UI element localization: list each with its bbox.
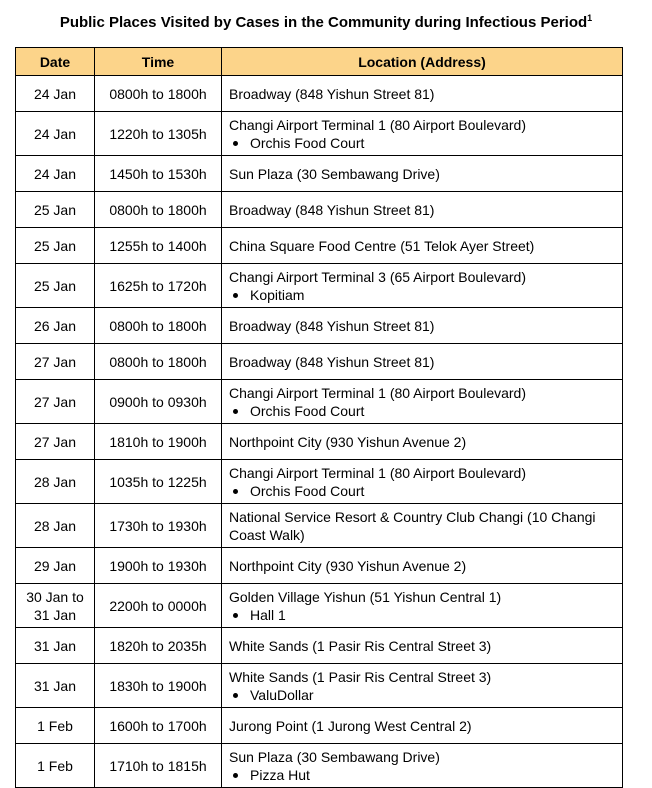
- cell-location: [222, 708, 623, 744]
- table-row: [16, 380, 623, 424]
- table-row: [16, 112, 623, 156]
- table-row: [16, 156, 623, 192]
- cell-time: 1035h to 1225h: [95, 460, 222, 504]
- cell-location: [222, 156, 623, 192]
- table-row: [16, 460, 623, 504]
- cell-time: 2200h to 0000h: [95, 584, 222, 628]
- cell-date: 28 Jan: [16, 504, 95, 548]
- page-title: [0, 8, 652, 33]
- cell-location: [222, 76, 623, 112]
- location-name: White Sands (1 Pasir Ris Central Street 3): [229, 637, 492, 654]
- location-name: China Square Food Centre (51 Telok Ayer Street): [229, 237, 535, 254]
- cell-location: [222, 504, 623, 548]
- cell-location: [222, 380, 623, 424]
- location-name: Jurong Point (1 Jurong West Central 2): [229, 717, 472, 734]
- table-row: [16, 548, 623, 584]
- table-row: [16, 504, 623, 548]
- location-name: National Service Resort & Country Club Changi (10 Changi Coast Walk): [229, 508, 596, 543]
- cell-date: 24 Jan: [16, 76, 95, 112]
- location-name: Northpoint City (930 Yishun Avenue 2): [229, 433, 467, 450]
- cell-date: 1 Feb: [16, 744, 95, 788]
- cell-location: [222, 112, 623, 156]
- cell-location: [222, 228, 623, 264]
- cell-time: 1830h to 1900h: [95, 664, 222, 708]
- location-name: Sun Plaza (30 Sembawang Drive): [229, 748, 440, 765]
- cell-time: 1900h to 1930h: [95, 548, 222, 584]
- table-row: [16, 76, 623, 112]
- table-row: [16, 264, 623, 308]
- table-row: [16, 344, 623, 380]
- location-name: White Sands (1 Pasir Ris Central Street 3): [229, 668, 492, 685]
- cell-time: 1600h to 1700h: [95, 708, 222, 744]
- title-text: Public Places Visited by Cases in the Community during Infectious Period: [59, 14, 588, 31]
- location-name: Golden Village Yishun (51 Yishun Central 1): [229, 588, 502, 605]
- cell-location: [222, 460, 623, 504]
- table-row: [16, 424, 623, 460]
- cell-time: 0900h to 0930h: [95, 380, 222, 424]
- cell-time: 0800h to 1800h: [95, 76, 222, 112]
- title-footnote: 1: [587, 13, 593, 23]
- table-row: [16, 628, 623, 664]
- cell-location: [222, 308, 623, 344]
- cell-location: [222, 424, 623, 460]
- cell-date: 27 Jan: [16, 344, 95, 380]
- location-name: Northpoint City (930 Yishun Avenue 2): [229, 557, 467, 574]
- table-row: [16, 744, 623, 788]
- cell-location: [222, 664, 623, 708]
- cell-date: 31 Jan: [16, 628, 95, 664]
- cell-location: [222, 628, 623, 664]
- location-sub-item: Orchis Food Court: [229, 402, 617, 420]
- cell-date: 25 Jan: [16, 228, 95, 264]
- cell-time: 1730h to 1930h: [95, 504, 222, 548]
- location-name: Changi Airport Terminal 1 (80 Airport Boulevard): [229, 464, 527, 481]
- cell-location: [222, 548, 623, 584]
- header-row: [16, 48, 623, 76]
- cell-time: 0800h to 1800h: [95, 344, 222, 380]
- cell-date: 28 Jan: [16, 460, 95, 504]
- cell-location: [222, 584, 623, 628]
- cell-time: 0800h to 1800h: [95, 308, 222, 344]
- table-row: [16, 664, 623, 708]
- cell-date: 24 Jan: [16, 112, 95, 156]
- cell-date: 25 Jan: [16, 264, 95, 308]
- cell-date: 31 Jan: [16, 664, 95, 708]
- cell-date: 24 Jan: [16, 156, 95, 192]
- header-time: Time: [95, 48, 222, 76]
- cell-date: 27 Jan: [16, 424, 95, 460]
- cell-time: 1820h to 2035h: [95, 628, 222, 664]
- cell-location: [222, 744, 623, 788]
- cell-time: 1810h to 1900h: [95, 424, 222, 460]
- table-row: [16, 584, 623, 628]
- location-name: Broadway (848 Yishun Street 81): [229, 353, 435, 370]
- cell-location: [222, 192, 623, 228]
- table-row: [16, 708, 623, 744]
- location-name: Broadway (848 Yishun Street 81): [229, 201, 435, 218]
- location-sub-item: Hall 1: [229, 606, 617, 624]
- header-date: Date: [16, 48, 95, 76]
- location-name: Changi Airport Terminal 1 (80 Airport Boulevard): [229, 384, 527, 401]
- cell-time: 1220h to 1305h: [95, 112, 222, 156]
- cell-time: 1255h to 1400h: [95, 228, 222, 264]
- table-row: [16, 192, 623, 228]
- location-sub-item: Pizza Hut: [229, 766, 617, 784]
- table-row: [16, 228, 623, 264]
- location-sub-item: ValuDollar: [229, 686, 617, 704]
- cell-time: 1450h to 1530h: [95, 156, 222, 192]
- cell-time: 1625h to 1720h: [95, 264, 222, 308]
- location-name: Changi Airport Terminal 1 (80 Airport Boulevard): [229, 116, 527, 133]
- visited-places-table: [15, 47, 623, 788]
- cell-location: [222, 344, 623, 380]
- cell-date: 27 Jan: [16, 380, 95, 424]
- cell-date: 25 Jan: [16, 192, 95, 228]
- cell-date: 26 Jan: [16, 308, 95, 344]
- location-name: Broadway (848 Yishun Street 81): [229, 317, 435, 334]
- cell-location: [222, 264, 623, 308]
- header-location: Location (Address): [222, 48, 623, 76]
- location-name: Changi Airport Terminal 3 (65 Airport Boulevard): [229, 268, 527, 285]
- table-body: [16, 76, 623, 788]
- table-row: [16, 308, 623, 344]
- location-sub-item: Orchis Food Court: [229, 482, 617, 500]
- cell-date: 29 Jan: [16, 548, 95, 584]
- cell-date: 30 Jan to 31 Jan: [16, 584, 95, 628]
- location-name: Broadway (848 Yishun Street 81): [229, 85, 435, 102]
- location-name: Sun Plaza (30 Sembawang Drive): [229, 165, 440, 182]
- location-sub-item: Kopitiam: [229, 286, 617, 304]
- location-sub-item: Orchis Food Court: [229, 134, 617, 152]
- cell-time: 0800h to 1800h: [95, 192, 222, 228]
- cell-date: 1 Feb: [16, 708, 95, 744]
- cell-time: 1710h to 1815h: [95, 744, 222, 788]
